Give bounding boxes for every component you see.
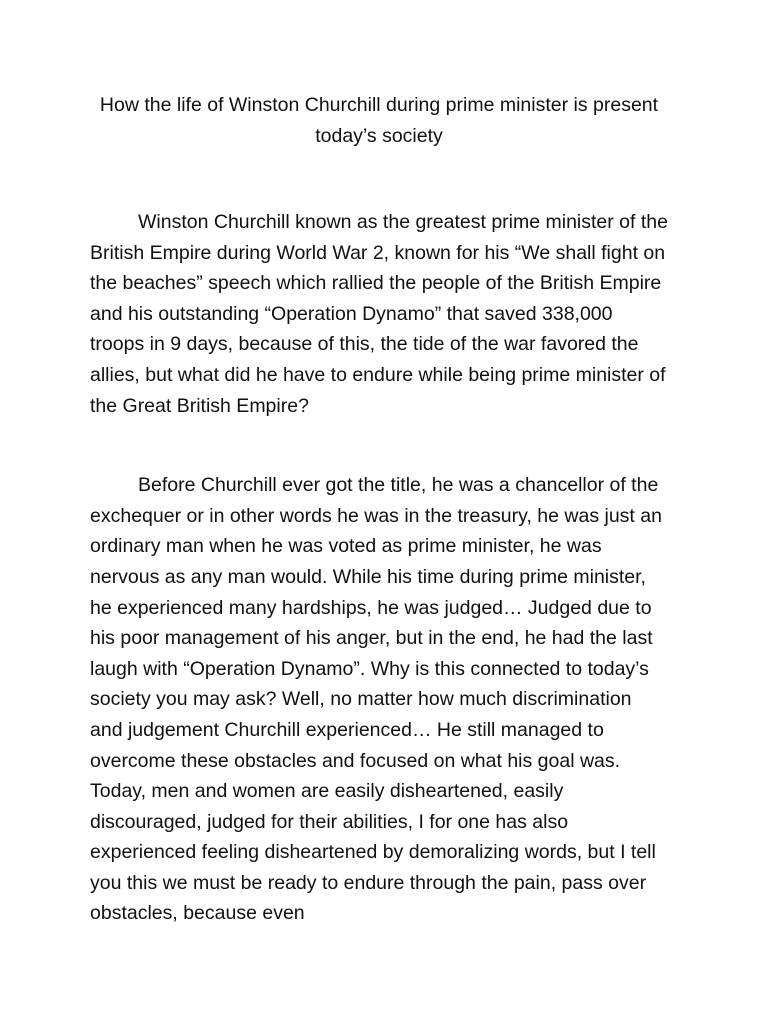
paragraph-body: Before Churchill ever got the title, he was a chancellor of the exchequer or in other words he was in the treasury, he was just an ordinary man when he was voted as prime minister, he was nervous as any man would. While his time during prime minister, he experienced many hardships, he was judged… Judged due to his poor management of his anger, but in the end, he had the last laugh with “Operation Dynamo”. Why is this connected to today’s society you may ask? Well, no matter how much discrimination and judgement Churchill experienced… He still managed to overcome these obstacles and focused on what his goal was. Today, men and women are easily disheartened, easily discouraged, judged for their abilities, I for one has also experienced feeling disheartened by demoralizing words, but I tell you this we must be ready to endure through the pain, pass over obstacles, because even [90, 474, 662, 925]
document-title: How the life of Winston Churchill during prime minister is present today’s society [99, 94, 659, 147]
paragraph-intro: Winston Churchill known as the greatest prime minister of the British Empire during World War 2, known for his “We shall fight on the beaches” speech which rallied the people of the British Empire and his outstanding “Operation Dynamo” that saved 338,000 troops in 9 days, because of this, the tide of the war favored the allies, but what did he have to endure while being prime minister of the Great British Empire? [90, 211, 668, 417]
